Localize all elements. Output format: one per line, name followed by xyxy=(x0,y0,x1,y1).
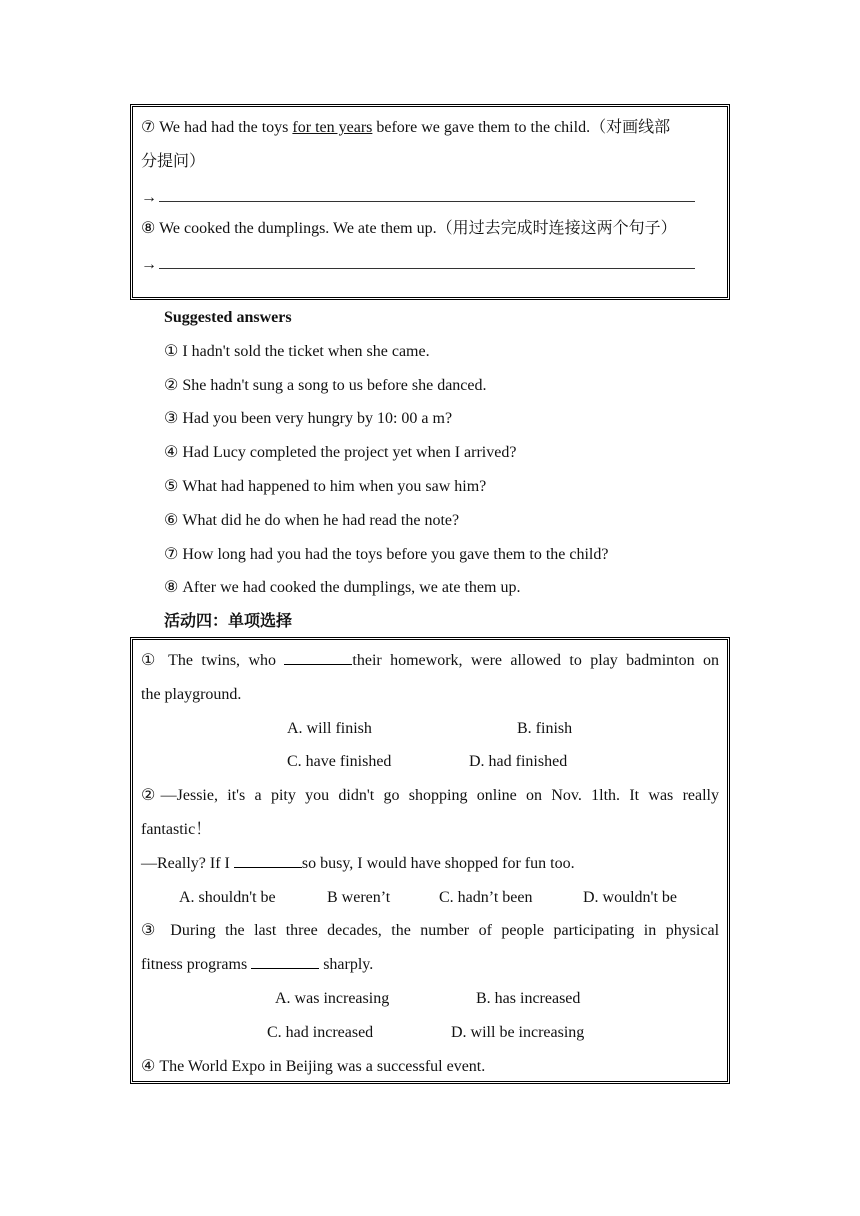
option-a[interactable]: A. shouldn't be xyxy=(179,888,276,906)
option-d[interactable]: D. wouldn't be xyxy=(583,888,677,906)
underlined-phrase: for ten years xyxy=(292,119,373,136)
option-b[interactable]: B. has increased xyxy=(476,989,581,1007)
option-d[interactable]: D. had finished xyxy=(469,753,568,771)
exercise-box-multiple-choice xyxy=(130,637,730,1084)
mc-question-4: ④ The World Expo in Beijing was a successful event. xyxy=(141,1057,486,1075)
question-text: We had had the toys xyxy=(159,119,293,136)
mc-question-2: ②—Jessie, it's a pity you didn't go shopping online on Nov. 1lth. It was really xyxy=(141,787,719,805)
exercise-box-rewrite xyxy=(130,104,730,300)
answers-heading: Suggested answers xyxy=(164,309,292,326)
answer-line-8[interactable] xyxy=(141,246,719,280)
answer-item: ⑥ What did he do when he had read the note? xyxy=(164,511,460,529)
option-c[interactable]: C. had increased xyxy=(267,1023,374,1041)
mc-question-2-continuation: fantastic！ xyxy=(141,820,212,838)
mc-question-3-continuation: fitness programs sharply. xyxy=(141,948,719,982)
mc-question-1: ① The twins, who their homework, were allowed to play badminton on xyxy=(141,644,719,678)
question-7-continuation: 分提问） xyxy=(141,152,206,170)
mc-options-row xyxy=(141,712,719,746)
arrow-icon: → xyxy=(141,256,157,274)
mc-question-2-reply: —Really? If I so busy, I would have shopped for fun too. xyxy=(141,847,719,881)
answer-item: ⑦ How long had you had the toys before you gave them to the child? xyxy=(164,545,609,563)
mc-options-row xyxy=(141,881,719,915)
suggested-answers xyxy=(164,301,734,639)
option-a[interactable]: A. will finish xyxy=(287,719,372,737)
answer-blank[interactable] xyxy=(159,179,695,202)
answer-item: ② She hadn't sung a song to us before she danced. xyxy=(164,376,487,394)
option-b[interactable]: B. finish xyxy=(517,719,573,737)
option-c[interactable]: C. have finished xyxy=(287,753,392,771)
answer-item: ⑤ What had happened to him when you saw him? xyxy=(164,477,487,495)
question-text: We cooked the dumplings. We ate them up.（用过去完成时连接这两个句子） xyxy=(159,220,677,238)
option-c[interactable]: C. hadn’t been xyxy=(439,888,533,906)
answer-item: ④ Had Lucy completed the project yet when I arrived? xyxy=(164,444,517,462)
question-7-line xyxy=(141,111,719,145)
answer-blank[interactable] xyxy=(251,952,319,969)
answer-item: ⑧ After we had cooked the dumplings, we ate them up. xyxy=(164,579,521,597)
answer-line-7[interactable] xyxy=(141,179,719,213)
question-8-line xyxy=(141,212,719,246)
option-d[interactable]: D. will be increasing xyxy=(451,1023,585,1041)
answer-blank[interactable] xyxy=(159,246,695,269)
option-a[interactable]: A. was increasing xyxy=(275,989,390,1007)
answer-item: ① I hadn't sold the ticket when she came. xyxy=(164,342,430,360)
answer-item: ③ Had you been very hungry by 10: 00 a m? xyxy=(164,410,453,428)
answer-blank[interactable] xyxy=(234,851,302,868)
mc-options-row xyxy=(141,982,719,1016)
option-b[interactable]: B weren’t xyxy=(327,888,391,906)
answer-blank[interactable] xyxy=(284,648,352,665)
question-text-tail: before we gave them to the child.（对画线部 xyxy=(372,119,671,136)
question-number: ⑧ xyxy=(141,220,156,238)
activity-4-heading: 活动四：单项选择 xyxy=(164,613,293,631)
mc-question-3: ③ During the last three decades, the number of people participating in physical xyxy=(141,922,720,940)
mc-question-1-continuation: the playground. xyxy=(141,685,242,703)
arrow-icon: → xyxy=(141,188,157,206)
question-number: ⑦ xyxy=(141,119,156,136)
mc-options-row xyxy=(141,745,719,779)
mc-options-row xyxy=(141,1016,719,1050)
